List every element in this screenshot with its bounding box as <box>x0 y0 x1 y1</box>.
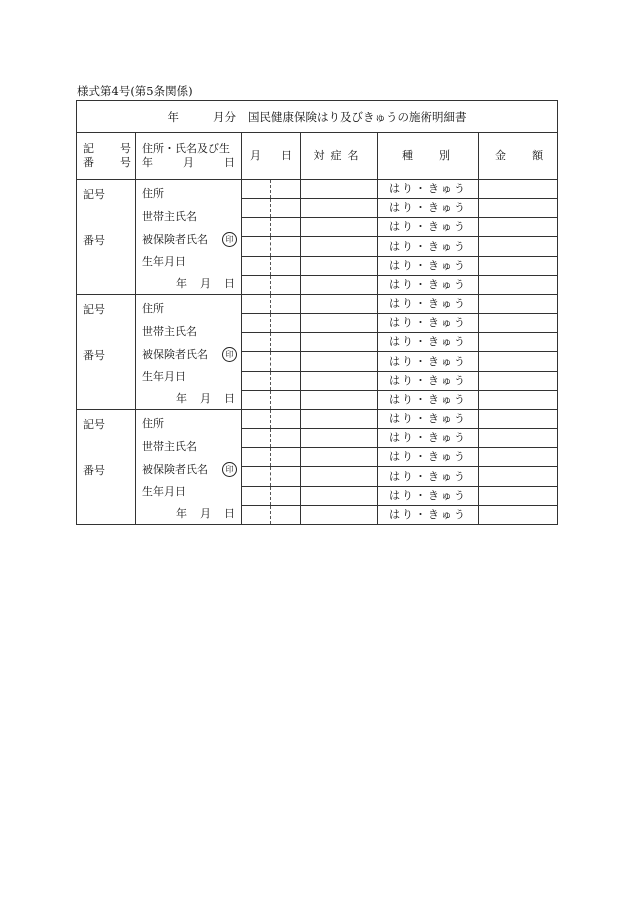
day-cell[interactable] <box>271 486 301 505</box>
symptom-cell[interactable] <box>301 275 378 294</box>
header-date <box>242 133 301 180</box>
kind-cell: はり・きゅう <box>378 467 479 486</box>
kind-cell: はり・きゅう <box>378 333 479 352</box>
kind-cell: はり・きゅう <box>378 218 479 237</box>
birthdate-label: 生年月日 <box>142 370 186 383</box>
seal-mark: 印 <box>222 347 237 362</box>
bango-label: 番号 <box>83 234 105 247</box>
month-cell[interactable] <box>242 180 271 199</box>
birthdate-label: 生年月日 <box>142 485 186 498</box>
householder-label: 世帯主氏名 <box>142 210 197 223</box>
form-number: 様式第4号(第5条関係) <box>77 84 193 98</box>
kigo-label: 記号 <box>83 418 105 431</box>
amount-cell[interactable] <box>479 314 558 333</box>
birth-day-unit: 日 <box>224 392 235 405</box>
kind-cell: はり・きゅう <box>378 505 479 524</box>
day-cell[interactable] <box>271 467 301 486</box>
amount-cell[interactable] <box>479 199 558 218</box>
month-cell[interactable] <box>242 275 271 294</box>
kind-cell: はり・きゅう <box>378 486 479 505</box>
birth-year-unit: 年 <box>176 277 187 290</box>
symptom-cell[interactable] <box>301 429 378 448</box>
header-amount-char: 金 <box>495 149 506 162</box>
header-bango-char: 番 <box>83 156 94 169</box>
birthdate-label: 生年月日 <box>142 255 186 268</box>
header-kind-char: 種 <box>402 149 413 162</box>
day-cell[interactable] <box>271 199 301 218</box>
birthdate-units <box>176 392 235 406</box>
symptom-cell[interactable] <box>301 256 378 275</box>
title-month: 月分 <box>213 109 237 124</box>
header-day: 日 <box>224 156 235 169</box>
birthdate-units <box>176 507 235 521</box>
month-cell[interactable] <box>242 218 271 237</box>
amount-cell[interactable] <box>479 180 558 199</box>
month-cell[interactable] <box>242 295 271 314</box>
birth-month-unit: 月 <box>200 507 211 520</box>
address-label: 住所 <box>142 302 164 315</box>
day-cell[interactable] <box>271 314 301 333</box>
header-kind <box>378 133 479 180</box>
day-cell[interactable] <box>271 180 301 199</box>
kind-cell: はり・きゅう <box>378 314 479 333</box>
householder-label: 世帯主氏名 <box>142 325 197 338</box>
kigo-bango-cell <box>77 180 136 295</box>
month-cell[interactable] <box>242 256 271 275</box>
day-cell[interactable] <box>271 295 301 314</box>
month-cell[interactable] <box>242 371 271 390</box>
amount-cell[interactable] <box>479 295 558 314</box>
kind-cell: はり・きゅう <box>378 180 479 199</box>
birth-month-unit: 月 <box>200 277 211 290</box>
insured-name-label: 被保険者氏名 <box>142 463 208 476</box>
day-cell[interactable] <box>271 410 301 429</box>
kind-cell: はり・きゅう <box>378 199 479 218</box>
table-row <box>77 180 558 199</box>
amount-cell[interactable] <box>479 410 558 429</box>
day-cell[interactable] <box>271 333 301 352</box>
kigo-label: 記号 <box>83 188 105 201</box>
day-cell[interactable] <box>271 237 301 256</box>
symptom-cell[interactable] <box>301 448 378 467</box>
kigo-bango-cell <box>77 410 136 525</box>
symptom-cell[interactable] <box>301 314 378 333</box>
symptom-cell[interactable] <box>301 410 378 429</box>
kind-cell: はり・きゅう <box>378 390 479 409</box>
kind-cell: はり・きゅう <box>378 256 479 275</box>
kind-cell: はり・きゅう <box>378 410 479 429</box>
title-year: 年 <box>167 109 180 124</box>
address-label: 住所 <box>142 187 164 200</box>
month-cell[interactable] <box>242 467 271 486</box>
address-label: 住所 <box>142 417 164 430</box>
month-cell[interactable] <box>242 486 271 505</box>
kind-cell: はり・きゅう <box>378 295 479 314</box>
month-cell[interactable] <box>242 199 271 218</box>
kind-cell: はり・きゅう <box>378 448 479 467</box>
header-date-day: 日 <box>281 149 292 162</box>
symptom-cell[interactable] <box>301 390 378 409</box>
month-cell[interactable] <box>242 505 271 524</box>
amount-cell[interactable] <box>479 371 558 390</box>
amount-cell[interactable] <box>479 256 558 275</box>
symptom-cell[interactable] <box>301 333 378 352</box>
kind-cell: はり・きゅう <box>378 352 479 371</box>
householder-label: 世帯主氏名 <box>142 440 197 453</box>
symptom-cell[interactable] <box>301 180 378 199</box>
header-date-month: 月 <box>250 149 261 162</box>
amount-cell[interactable] <box>479 486 558 505</box>
insured-info-cell <box>136 410 242 525</box>
header-kigo-char: 記 <box>83 142 94 155</box>
header-symptom: 対症名 <box>301 133 378 180</box>
symptom-cell[interactable] <box>301 505 378 524</box>
birth-month-unit: 月 <box>200 392 211 405</box>
month-cell[interactable] <box>242 429 271 448</box>
symptom-cell[interactable] <box>301 486 378 505</box>
month-cell[interactable] <box>242 448 271 467</box>
seal-mark: 印 <box>222 232 237 247</box>
day-cell[interactable] <box>271 256 301 275</box>
header-year: 年 <box>142 156 153 169</box>
day-cell[interactable] <box>271 429 301 448</box>
kind-cell: はり・きゅう <box>378 371 479 390</box>
symptom-cell[interactable] <box>301 467 378 486</box>
birth-day-unit: 日 <box>224 277 235 290</box>
amount-cell[interactable] <box>479 237 558 256</box>
amount-cell[interactable] <box>479 505 558 524</box>
birth-year-unit: 年 <box>176 392 187 405</box>
kind-cell: はり・きゅう <box>378 275 479 294</box>
header-bango-char: 号 <box>120 156 131 169</box>
amount-cell[interactable] <box>479 467 558 486</box>
month-cell[interactable] <box>242 352 271 371</box>
amount-cell[interactable] <box>479 429 558 448</box>
day-cell[interactable] <box>271 275 301 294</box>
amount-cell[interactable] <box>479 390 558 409</box>
symptom-cell[interactable] <box>301 218 378 237</box>
treatment-statement-table <box>76 100 558 525</box>
amount-cell[interactable] <box>479 352 558 371</box>
day-cell[interactable] <box>271 390 301 409</box>
table-row <box>77 410 558 429</box>
header-month: 月 <box>183 156 194 169</box>
header-kigo-char: 号 <box>120 142 131 155</box>
birthdate-units <box>176 277 235 291</box>
birth-day-unit: 日 <box>224 507 235 520</box>
form-title <box>77 101 558 133</box>
month-cell[interactable] <box>242 410 271 429</box>
table-row <box>77 295 558 314</box>
day-cell[interactable] <box>271 352 301 371</box>
header-address <box>136 133 242 180</box>
amount-cell[interactable] <box>479 333 558 352</box>
bango-label: 番号 <box>83 349 105 362</box>
birth-year-unit: 年 <box>176 507 187 520</box>
header-amount <box>479 133 558 180</box>
symptom-cell[interactable] <box>301 199 378 218</box>
header-address-top: 住所・氏名及び生 <box>142 142 230 155</box>
seal-mark: 印 <box>222 462 237 477</box>
amount-cell[interactable] <box>479 275 558 294</box>
day-cell[interactable] <box>271 448 301 467</box>
insured-info-cell <box>136 295 242 410</box>
title-name: 国民健康保険はり及びきゅうの施術明細書 <box>248 109 467 124</box>
month-cell[interactable] <box>242 333 271 352</box>
month-cell[interactable] <box>242 390 271 409</box>
bango-label: 番号 <box>83 464 105 477</box>
month-cell[interactable] <box>242 237 271 256</box>
kigo-bango-cell <box>77 295 136 410</box>
header-kigo-bango <box>77 133 136 180</box>
symptom-cell[interactable] <box>301 371 378 390</box>
kigo-label: 記号 <box>83 303 105 316</box>
symptom-cell[interactable] <box>301 237 378 256</box>
day-cell[interactable] <box>271 371 301 390</box>
insured-info-cell <box>136 180 242 295</box>
day-cell[interactable] <box>271 505 301 524</box>
amount-cell[interactable] <box>479 218 558 237</box>
symptom-cell[interactable] <box>301 295 378 314</box>
insured-name-label: 被保険者氏名 <box>142 233 208 246</box>
header-kind-char: 別 <box>439 149 450 162</box>
amount-cell[interactable] <box>479 448 558 467</box>
symptom-cell[interactable] <box>301 352 378 371</box>
month-cell[interactable] <box>242 314 271 333</box>
insured-name-label: 被保険者氏名 <box>142 348 208 361</box>
header-amount-char: 額 <box>532 149 544 162</box>
kind-cell: はり・きゅう <box>378 429 479 448</box>
day-cell[interactable] <box>271 218 301 237</box>
kind-cell: はり・きゅう <box>378 237 479 256</box>
